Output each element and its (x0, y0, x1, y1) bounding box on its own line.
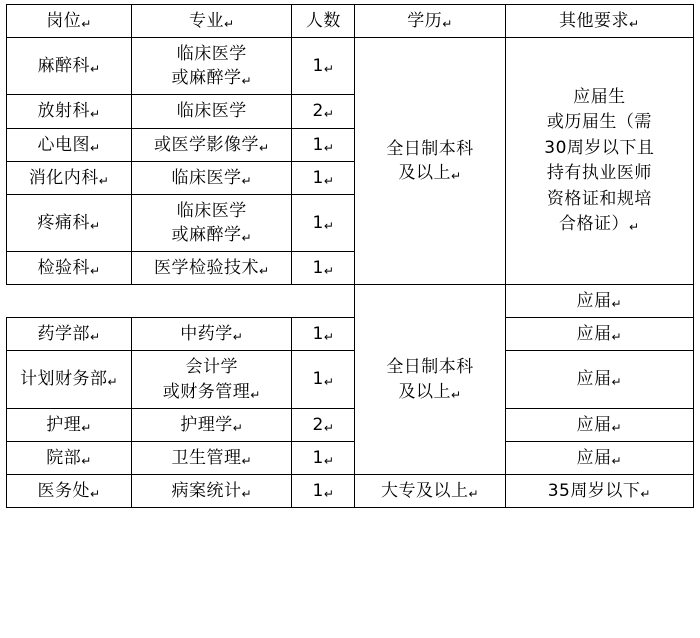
cell-text: 1 (312, 167, 324, 188)
cell-count (292, 38, 355, 95)
column-header-count (292, 5, 355, 38)
cell-count (292, 95, 355, 128)
pilcrow-mark: ↵ (323, 486, 335, 501)
cell-text: 或财务管理 (162, 381, 251, 402)
cell-count (292, 351, 355, 408)
recruitment-table (6, 4, 694, 285)
cell-count (292, 318, 355, 351)
cell-major (132, 38, 292, 95)
cell-text: 及以上 (398, 163, 452, 184)
cell-text: 35周岁以下 (547, 480, 641, 501)
header-text: 岗位 (46, 11, 82, 31)
header-text: 人数 (305, 11, 341, 31)
cell-text: 持有执业医师 (546, 163, 652, 184)
cell-text: 或麻醉学 (171, 68, 242, 89)
pilcrow-mark: ↵ (323, 218, 335, 233)
table-row (7, 38, 694, 95)
cell-other-requirements-merged-1 (505, 38, 693, 285)
pilcrow-mark: ↵ (629, 17, 640, 31)
cell-text: 放射科 (37, 101, 91, 122)
cell-major (132, 441, 292, 474)
column-header-major (132, 5, 292, 38)
pilcrow-mark: ↵ (451, 387, 462, 402)
cell-text: 1 (312, 134, 324, 155)
cell-text: 药学部 (37, 324, 91, 345)
header-text: 其他要求 (559, 11, 630, 31)
cell-text: 1 (312, 480, 324, 501)
pilcrow-mark: ↵ (232, 420, 244, 435)
cell-text: 全日制本科 (386, 357, 474, 378)
pilcrow-mark: ↵ (259, 140, 270, 155)
cell-text: 1 (312, 56, 324, 77)
table-header-row (7, 5, 694, 38)
cell-text: 全日制本科 (386, 139, 474, 159)
cell-text: 检验科 (37, 258, 91, 278)
cell-text: 1 (312, 447, 324, 468)
cell-position (7, 318, 132, 351)
cell-major (132, 95, 292, 128)
pilcrow-mark: ↵ (81, 453, 92, 468)
pilcrow-mark: ↵ (107, 375, 119, 390)
pilcrow-mark: ↵ (323, 107, 335, 122)
cell-position (7, 408, 132, 441)
cell-text: 30周岁以下且 (544, 137, 655, 158)
table-row (7, 318, 694, 351)
cell-text: 应届 (576, 447, 612, 468)
cell-education (355, 474, 505, 507)
cell-text: 应届 (576, 291, 612, 312)
cell-text: 临床医学 (171, 167, 242, 188)
cell-text: 心电图 (37, 134, 91, 155)
pilcrow-mark: ↵ (323, 420, 335, 435)
pilcrow-mark: ↵ (442, 17, 453, 31)
cell-text: 医务处 (37, 480, 91, 501)
cell-other-requirement (505, 285, 693, 318)
cell-position (7, 252, 132, 285)
pilcrow-mark: ↵ (629, 220, 640, 235)
pilcrow-mark: ↵ (232, 330, 244, 345)
cell-text: 应届 (576, 414, 612, 435)
cell-text: 会计学 (185, 357, 239, 378)
cell-other-requirement (505, 318, 693, 351)
pilcrow-mark: ↵ (90, 218, 101, 233)
cell-major (132, 318, 292, 351)
cell-text: 或麻醉学 (171, 224, 242, 245)
cell-position (7, 95, 132, 128)
pilcrow-mark: ↵ (90, 330, 101, 345)
pilcrow-mark: ↵ (611, 420, 623, 435)
cell-text: 卫生管理 (171, 447, 242, 468)
pilcrow-mark: ↵ (241, 486, 253, 501)
column-header-other-requirements (505, 5, 693, 38)
cell-count (292, 252, 355, 285)
pilcrow-mark: ↵ (250, 387, 261, 402)
pilcrow-mark: ↵ (90, 140, 101, 155)
cell-count (292, 128, 355, 161)
cell-other-requirement (505, 408, 693, 441)
cell-text: 医学检验技术 (154, 258, 259, 278)
cell-text: 大专及以上 (381, 480, 469, 501)
cell-text: 护理 (46, 414, 82, 435)
cell-text: 临床医学 (176, 200, 247, 221)
pilcrow-mark: ↵ (241, 173, 253, 188)
cell-text: 及以上 (398, 381, 452, 402)
table-row (7, 408, 694, 441)
cell-position (7, 441, 132, 474)
pilcrow-mark: ↵ (323, 453, 335, 468)
cell-text: 1 (312, 212, 324, 233)
column-header-education (355, 5, 505, 38)
cell-major (132, 161, 292, 194)
pilcrow-mark: ↵ (98, 173, 110, 188)
table-row (7, 351, 694, 408)
pilcrow-mark: ↵ (323, 330, 335, 345)
pilcrow-mark: ↵ (611, 453, 623, 468)
cell-education-merged-2 (355, 285, 505, 475)
recruitment-table-part2 (6, 284, 694, 508)
cell-text: 1 (312, 324, 324, 345)
header-text: 学历 (407, 11, 443, 31)
pilcrow-mark: ↵ (224, 17, 235, 31)
pilcrow-mark: ↵ (640, 486, 651, 501)
cell-position (7, 351, 132, 408)
cell-major (132, 351, 292, 408)
cell-count (292, 194, 355, 251)
pilcrow-mark: ↵ (90, 62, 101, 77)
cell-other-requirement (505, 474, 693, 507)
pilcrow-mark: ↵ (323, 62, 335, 77)
cell-text: 应届生 (573, 86, 626, 107)
cell-position (7, 474, 132, 507)
pilcrow-mark: ↵ (451, 169, 462, 184)
cell-text: 计划财务部 (20, 369, 108, 390)
cell-text: 麻醉科 (37, 56, 91, 77)
cell-text: 应届 (576, 324, 612, 345)
cell-text: 或历届生（需 (546, 112, 652, 133)
pilcrow-mark: ↵ (81, 420, 92, 435)
cell-text: 资格证和规培 (546, 188, 652, 209)
pilcrow-mark: ↵ (323, 140, 335, 155)
pilcrow-mark: ↵ (241, 230, 253, 245)
cell-text: 或医学影像学 (154, 134, 259, 155)
cell-text: 临床医学 (176, 101, 247, 122)
cell-count (292, 408, 355, 441)
pilcrow-mark: ↵ (90, 107, 101, 122)
cell-text: 疼痛科 (37, 212, 91, 233)
cell-position (7, 128, 132, 161)
cell-text: 院部 (46, 447, 82, 468)
pilcrow-mark: ↵ (611, 297, 623, 312)
pilcrow-mark: ↵ (90, 486, 101, 501)
cell-text: 消化内科 (28, 167, 99, 188)
cell-major (132, 408, 292, 441)
table-row (7, 441, 694, 474)
pilcrow-mark: ↵ (611, 375, 623, 390)
pilcrow-mark: ↵ (468, 486, 480, 501)
cell-count (292, 474, 355, 507)
cell-position (7, 194, 132, 251)
cell-text: 2 (312, 414, 324, 435)
pilcrow-mark: ↵ (90, 264, 101, 278)
cell-major (132, 194, 292, 251)
cell-other-requirement (505, 441, 693, 474)
cell-count (292, 161, 355, 194)
table-row (7, 474, 694, 507)
pilcrow-mark: ↵ (241, 74, 253, 89)
cell-text: 临床医学 (176, 44, 247, 65)
pilcrow-mark: ↵ (323, 264, 335, 278)
pilcrow-mark: ↵ (323, 173, 335, 188)
header-text: 专业 (189, 11, 224, 31)
cell-position (7, 161, 132, 194)
cell-text: 2 (312, 101, 324, 122)
cell-text: 1 (312, 369, 324, 390)
cell-text: 合格证） (559, 214, 630, 235)
cell-text: 中药学 (180, 324, 233, 345)
cell-text: 应届 (576, 369, 612, 390)
table-row (7, 285, 694, 318)
cell-count (292, 441, 355, 474)
cell-education-merged-1 (355, 38, 505, 285)
cell-major (132, 128, 292, 161)
cell-position (7, 38, 132, 95)
column-header-position (7, 5, 132, 38)
pilcrow-mark: ↵ (259, 264, 270, 278)
cell-text: 护理学 (180, 414, 233, 435)
pilcrow-mark: ↵ (241, 453, 253, 468)
pilcrow-mark: ↵ (323, 375, 335, 390)
cell-text: 1 (312, 258, 324, 278)
cell-major (132, 474, 292, 507)
cell-text: 病案统计 (171, 480, 242, 501)
pilcrow-mark: ↵ (611, 330, 623, 345)
cell-other-requirement (505, 351, 693, 408)
cell-major (132, 252, 292, 285)
pilcrow-mark: ↵ (81, 17, 92, 31)
